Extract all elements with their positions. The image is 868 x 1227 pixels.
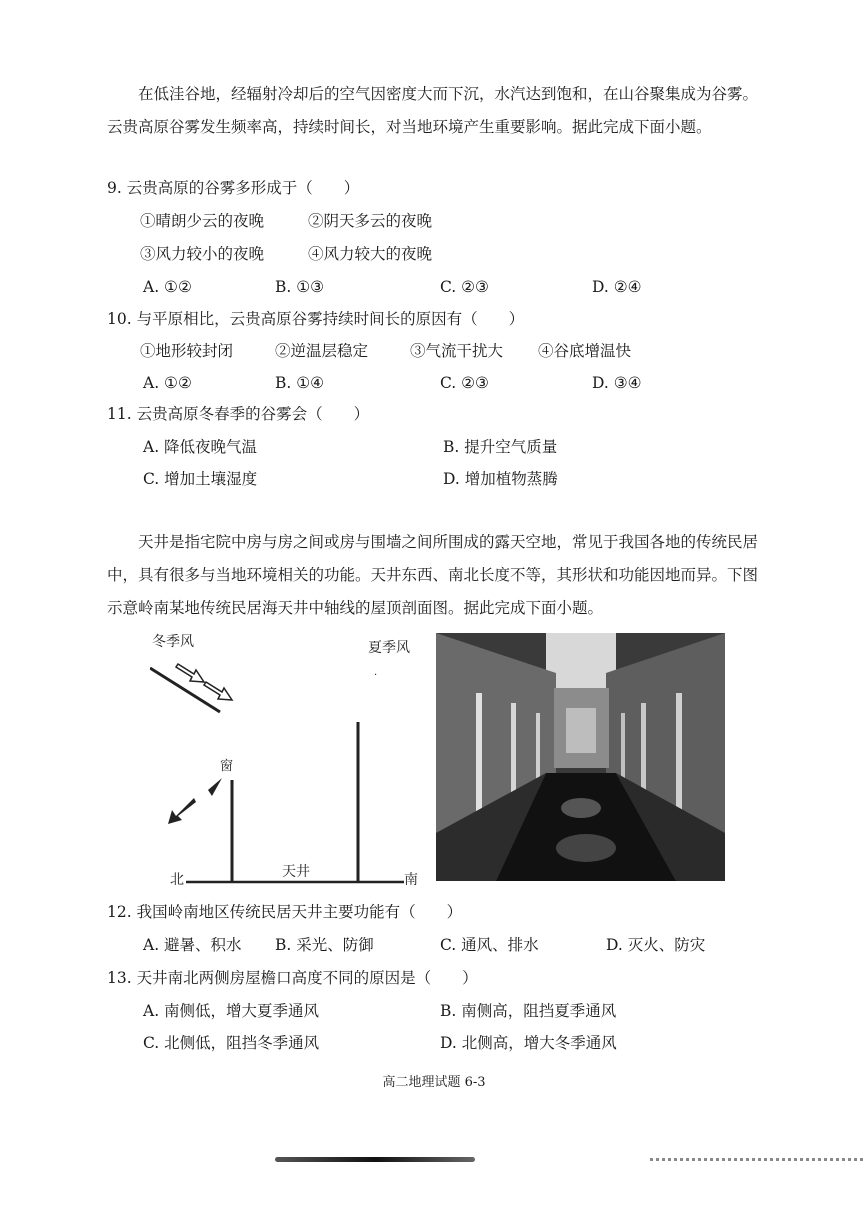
summer-wind-dot: · [374,670,378,681]
q9-option-c: C. ②③ [440,278,489,296]
scan-dots-artifact [650,1158,865,1161]
winter-wind-arrow-icon [176,664,232,700]
question-11-stem: 11. 云贵高原冬春季的谷雾会（ ） [107,405,370,423]
q10-item-3: ③气流干扰大 [410,342,504,360]
q11-option-d: D. 增加植物蒸腾 [443,470,558,488]
winter-wind-label: 冬季风 [152,634,194,650]
question-10-stem: 10. 与平原相比，云贵高原谷雾持续时间长的原因有（ ） [107,310,525,328]
q11-option-c: C. 增加土壤湿度 [143,470,258,488]
q11-option-a: A. 降低夜晚气温 [143,438,258,456]
q10-item-4: ④谷底增温快 [538,342,632,360]
window-arrow-icon [208,778,222,796]
passage-valley-fog: 在低洼谷地，经辐射冷却后的空气因密度大而下沉，水汽达到饱和，在山谷聚集成为谷雾。云贵高原谷雾发生频率高，持续时间长，对当地环境产生重要影响。据此完成下面小题。 [107,85,759,136]
q10-option-d: D. ③④ [592,374,642,392]
q10-item-2: ②逆温层稳定 [275,342,369,360]
q12-option-d: D. 灭火、防灾 [606,936,706,954]
courtyard-label: 天井 [282,864,310,880]
q12-option-c: C. 通风、排水 [440,936,539,954]
q13-option-b: B. 南侧高，阻挡夏季通风 [440,1002,617,1020]
q10-item-1: ①地形较封闭 [140,342,234,360]
q13-option-d: D. 北侧高，增大冬季通风 [440,1034,617,1052]
q10-option-a: A. ①② [143,374,192,392]
scan-line-artifact [275,1157,475,1162]
question-9-stem: 9. 云贵高原的谷雾多形成于（ ） [107,179,360,197]
roof-section-diagram [150,630,430,885]
q9-option-a: A. ①② [143,278,192,296]
q9-option-d: D. ②④ [592,278,642,296]
q11-option-b: B. 提升空气质量 [443,438,558,456]
q9-item-1: ①晴朗少云的夜晚 [140,212,265,230]
passage-courtyard: 天井是指宅院中房与房之间或房与围墙之间所围成的露天空地，常见于我国各地的传统民居中，具有很多与当地环境相关的功能。天井东西、南北长度不等，其形状和功能因地而异。下图示意岭南某地传统民居海天井中轴线的屋顶剖面图。据此完成下面小题。 [107,533,759,617]
summer-wind-label: 夏季风 [368,640,410,656]
q10-option-c: C. ②③ [440,374,489,392]
outflow-arrow-icon [168,798,196,824]
question-13-stem: 13. 天井南北两侧房屋檐口高度不同的原因是（ ） [107,969,478,987]
q9-option-b: B. ①③ [275,278,325,296]
page-footer: 高二地理试题 6-3 [382,1075,486,1090]
question-12-stem: 12. 我国岭南地区传统民居天井主要功能有（ ） [107,903,463,921]
courtyard-photo [436,633,725,881]
q13-option-a: A. 南侧低，增大夏季通风 [143,1002,320,1020]
south-label: 南 [404,872,418,885]
north-label: 北 [170,872,184,885]
q9-item-2: ②阴天多云的夜晚 [308,212,433,230]
q9-item-3: ③风力较小的夜晚 [140,245,265,263]
window-label: 窗 [220,759,234,774]
q10-option-b: B. ①④ [275,374,325,392]
q9-item-4: ④风力较大的夜晚 [308,245,433,263]
q13-option-c: C. 北侧低，阻挡冬季通风 [143,1034,320,1052]
q12-option-b: B. 采光、防御 [275,936,374,954]
winter-wind-line [150,668,220,712]
q12-option-a: A. 避暑、积水 [143,936,242,954]
